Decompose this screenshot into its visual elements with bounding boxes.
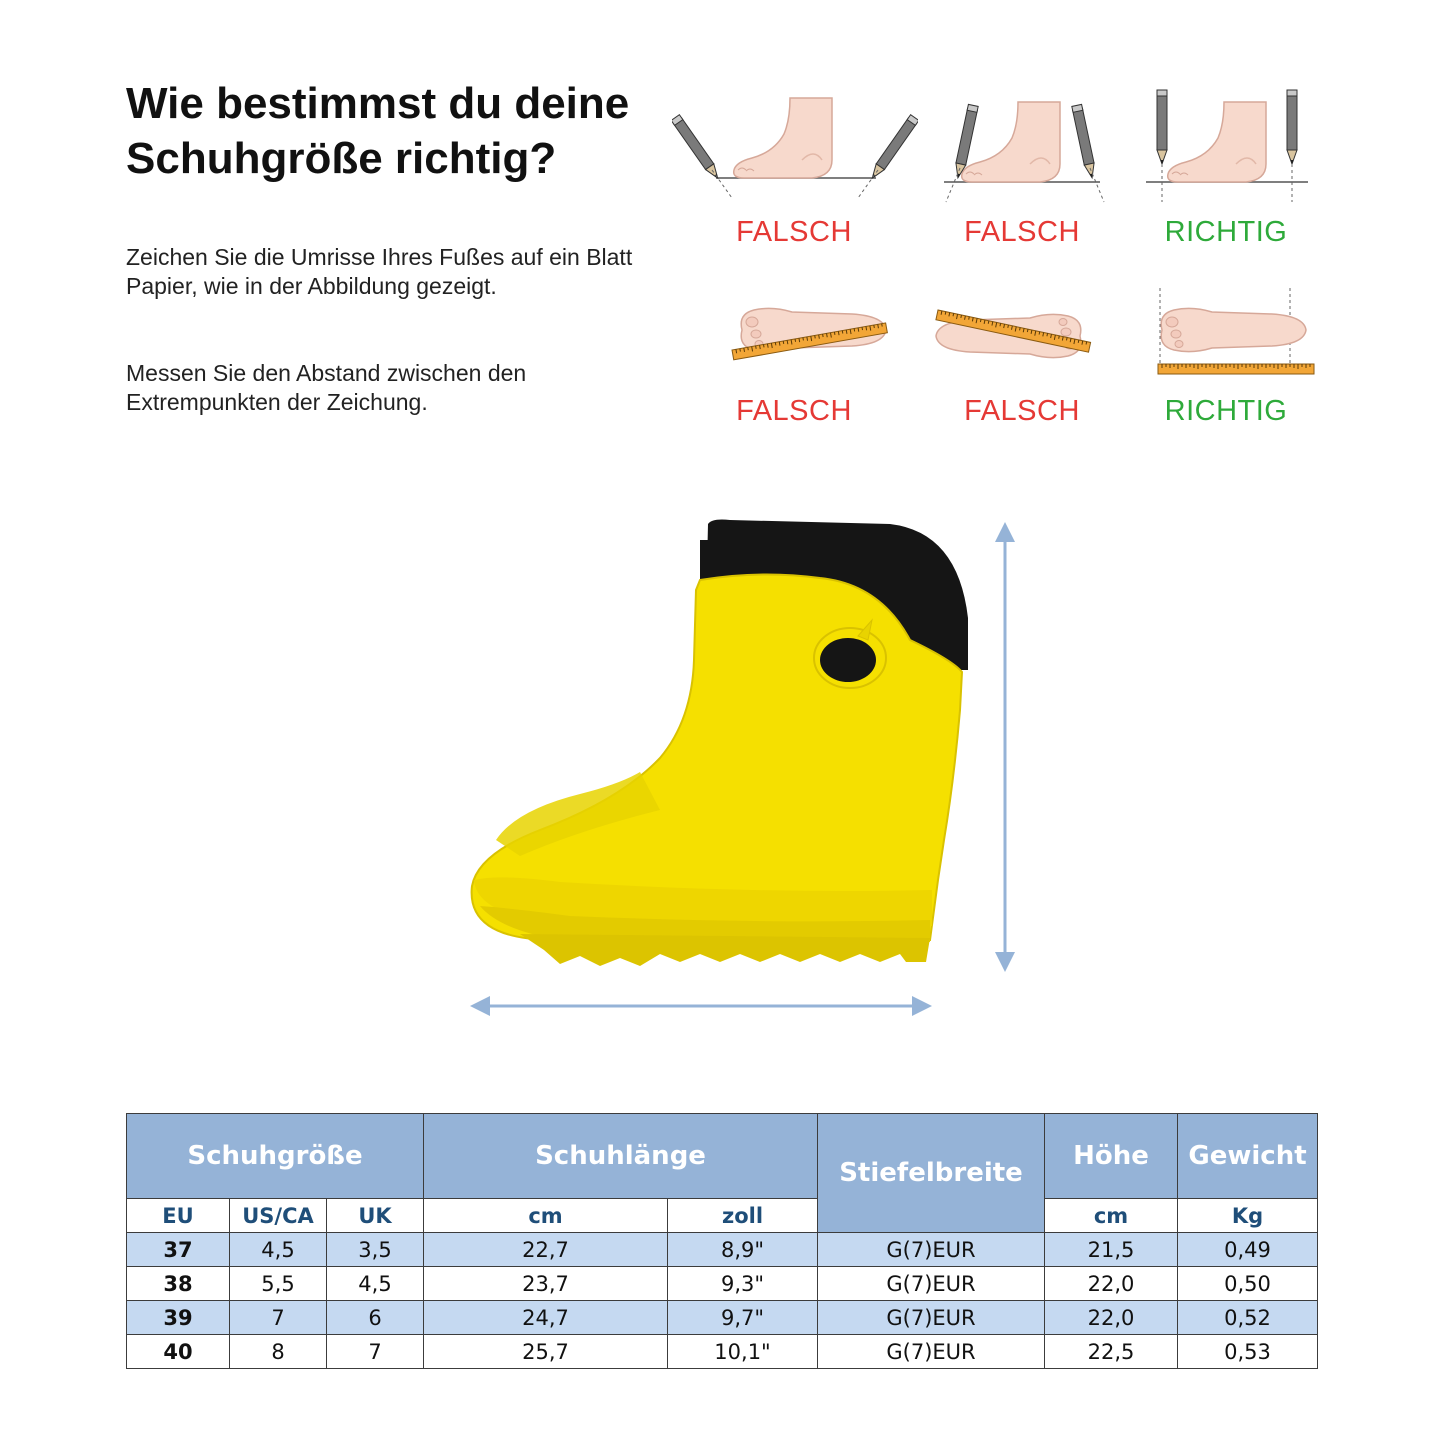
cell-usca: 5,5 (230, 1267, 327, 1301)
table-row (127, 1335, 1318, 1369)
boot-image (472, 520, 968, 967)
cell-cm: 25,7 (424, 1335, 668, 1369)
cell-breite: G(7)EUR (818, 1267, 1045, 1301)
cell-uk: 7 (327, 1335, 424, 1369)
cell-gewicht: 0,49 (1178, 1233, 1318, 1267)
tracing-example-3-illustration (1142, 74, 1312, 204)
unit-uk: UK (327, 1199, 424, 1233)
tracing-example-2-illustration (932, 78, 1112, 204)
cell-eu: 40 (127, 1335, 230, 1369)
cell-cm: 23,7 (424, 1267, 668, 1301)
cell-hoehe: 22,0 (1045, 1267, 1178, 1301)
table-row (127, 1233, 1318, 1267)
unit-zoll: zoll (668, 1199, 818, 1233)
unit-usca: US/CA (230, 1199, 327, 1233)
unit-cm: cm (424, 1199, 668, 1233)
table-group-header-row (127, 1114, 1318, 1199)
ruler-verdict-1: FALSCH (736, 395, 852, 427)
tracing-verdict-1: FALSCH (736, 216, 852, 248)
cell-eu: 38 (127, 1267, 230, 1301)
cell-zoll: 10,1" (668, 1335, 818, 1369)
cell-usca: 4,5 (230, 1233, 327, 1267)
table-row (127, 1301, 1318, 1335)
cell-uk: 4,5 (327, 1267, 424, 1301)
cell-cm: 24,7 (424, 1301, 668, 1335)
header-gewicht: Gewicht (1178, 1114, 1318, 1199)
cell-eu: 39 (127, 1301, 230, 1335)
cell-hoehe: 21,5 (1045, 1233, 1178, 1267)
page-title (126, 76, 666, 186)
ruler-example-1-illustration (726, 296, 896, 370)
boot-illustration (460, 510, 1040, 1030)
cell-gewicht: 0,50 (1178, 1267, 1318, 1301)
header-stiefelbreite: Stiefelbreite (818, 1114, 1045, 1233)
table-row (127, 1267, 1318, 1301)
title-line-2: Schuhgröße richtig? (126, 134, 557, 183)
cell-eu: 37 (127, 1233, 230, 1267)
cell-hoehe: 22,5 (1045, 1335, 1178, 1369)
cell-hoehe: 22,0 (1045, 1301, 1178, 1335)
ruler-example-2-illustration (930, 296, 1100, 370)
cell-breite: G(7)EUR (818, 1301, 1045, 1335)
table-units-row (127, 1199, 1318, 1233)
cell-breite: G(7)EUR (818, 1335, 1045, 1369)
cell-gewicht: 0,52 (1178, 1301, 1318, 1335)
tracing-verdict-3: RICHTIG (1164, 216, 1288, 248)
cell-cm: 22,7 (424, 1233, 668, 1267)
header-schuhlaenge: Schuhlänge (424, 1114, 818, 1199)
tracing-verdict-2: FALSCH (964, 216, 1080, 248)
cell-zoll: 9,7" (668, 1301, 818, 1335)
ruler-example-3-illustration (1150, 286, 1322, 380)
instruction-draw-outline: Zeichen Sie die Umrisse Ihres Fußes auf ein Blatt Papier, wie in der Abbildung gezeigt. (126, 244, 633, 299)
ruler-verdict-2: FALSCH (964, 395, 1080, 427)
header-schuhgroesse: Schuhgröße (127, 1114, 424, 1199)
unit-hoehe-cm: cm (1045, 1199, 1178, 1233)
cell-zoll: 9,3" (668, 1267, 818, 1301)
unit-kg: Kg (1178, 1199, 1318, 1233)
cell-usca: 8 (230, 1335, 327, 1369)
title-line-1: Wie bestimmst du deine (126, 79, 630, 128)
size-chart-table (126, 1113, 1318, 1369)
header-hoehe: Höhe (1045, 1114, 1178, 1199)
instruction-measure-distance: Messen Sie den Abstand zwischen den Extrempunkten der Zeichung. (126, 360, 527, 415)
cell-breite: G(7)EUR (818, 1233, 1045, 1267)
unit-eu: EU (127, 1199, 230, 1233)
ruler-verdict-3: RICHTIG (1164, 395, 1288, 427)
cell-gewicht: 0,53 (1178, 1335, 1318, 1369)
cell-uk: 3,5 (327, 1233, 424, 1267)
cell-uk: 6 (327, 1301, 424, 1335)
cell-usca: 7 (230, 1301, 327, 1335)
cell-zoll: 8,9" (668, 1233, 818, 1267)
tracing-example-1-illustration (672, 78, 918, 200)
